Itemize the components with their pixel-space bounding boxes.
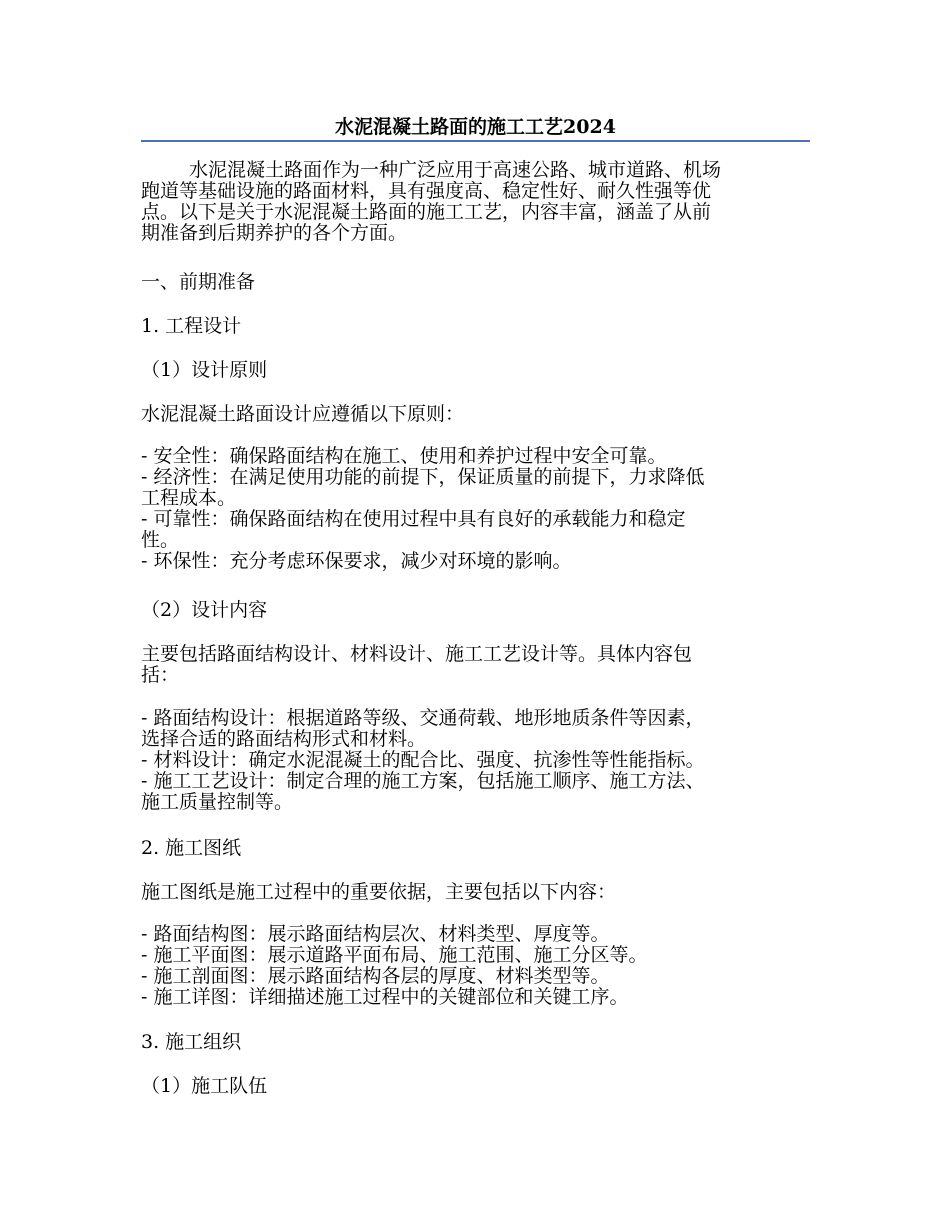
list-item: - 路面结构设计：根据道路等级、交通荷载、地形地质条件等因素，: [141, 707, 705, 729]
intro-line: 点。以下是关于水泥混凝土路面的施工工艺，内容丰富，涵盖了从前: [141, 201, 712, 223]
document-title: 水泥混凝土路面的施工工艺2024: [335, 116, 616, 138]
paragraph-text: 水泥混凝土路面设计应遵循以下原则：: [141, 403, 465, 425]
part-heading: [141, 360, 810, 381]
title-underline: [141, 140, 810, 142]
list-item: - 材料设计：确定水泥混凝土的配合比、强度、抗渗性等性能指标。: [141, 749, 705, 771]
list-item: 性。: [141, 529, 180, 551]
subsection-heading-text: 3. 施工组织: [141, 1031, 242, 1053]
paragraph-text: 括：: [141, 664, 180, 686]
subsection-heading: [141, 316, 810, 337]
list-item: - 路面结构图：展示路面结构层次、材料类型、厚度等。: [141, 923, 610, 945]
paragraph: [141, 404, 810, 425]
part-heading: [141, 600, 810, 621]
list-item: - 环保性：充分考虑环保要求，减少对环境的影响。: [141, 550, 572, 572]
subsection-heading: [141, 838, 810, 859]
list-item: - 安全性：确保路面结构在施工、使用和养护过程中安全可靠。: [141, 445, 667, 467]
section-heading: [141, 272, 810, 293]
part-heading-text: （1）设计原则: [141, 359, 268, 381]
section-heading-text: 一、前期准备: [141, 271, 256, 293]
part-heading-text: （2）设计内容: [141, 599, 268, 621]
intro-line: 跑道等基础设施的路面材料，具有强度高、稳定性好、耐久性强等优: [141, 180, 712, 202]
list-item: - 施工平面图：展示道路平面布局、施工范围、施工分区等。: [141, 944, 648, 966]
list-item: 施工质量控制等。: [141, 791, 294, 813]
list-item: - 经济性：在满足使用功能的前提下，保证质量的前提下，力求降低: [141, 466, 705, 488]
principles-list: [141, 446, 810, 572]
paragraph: [141, 644, 810, 686]
intro-line: 水泥混凝土路面作为一种广泛应用于高速公路、城市道路、机场: [189, 159, 722, 181]
design-content-list: [141, 708, 810, 813]
part-heading-text: （1）施工队伍: [141, 1075, 268, 1097]
intro-paragraph: [141, 160, 810, 244]
list-item: - 施工工艺设计：制定合理的施工方案，包括施工顺序、施工方法、: [141, 770, 705, 792]
subsection-heading-text: 2. 施工图纸: [141, 837, 242, 859]
drawings-list: [141, 924, 810, 1008]
subsection-heading: [141, 1032, 810, 1053]
subsection-heading-text: 1. 工程设计: [141, 315, 242, 337]
list-item: - 可靠性：确保路面结构在使用过程中具有良好的承载能力和稳定: [141, 508, 686, 530]
part-heading: [141, 1076, 810, 1097]
paragraph-text: 主要包括路面结构设计、材料设计、施工工艺设计等。具体内容包: [141, 643, 693, 665]
list-item: 工程成本。: [141, 487, 237, 509]
list-item: 选择合适的路面结构形式和材料。: [141, 728, 427, 750]
paragraph-text: 施工图纸是施工过程中的重要依据，主要包括以下内容：: [141, 881, 617, 903]
intro-line: 期准备到后期养护的各个方面。: [141, 222, 408, 244]
list-item: - 施工剖面图：展示路面结构各层的厚度、材料类型等。: [141, 965, 610, 987]
list-item: - 施工详图：详细描述施工过程中的关键部位和关键工序。: [141, 986, 629, 1008]
paragraph: [141, 882, 810, 903]
